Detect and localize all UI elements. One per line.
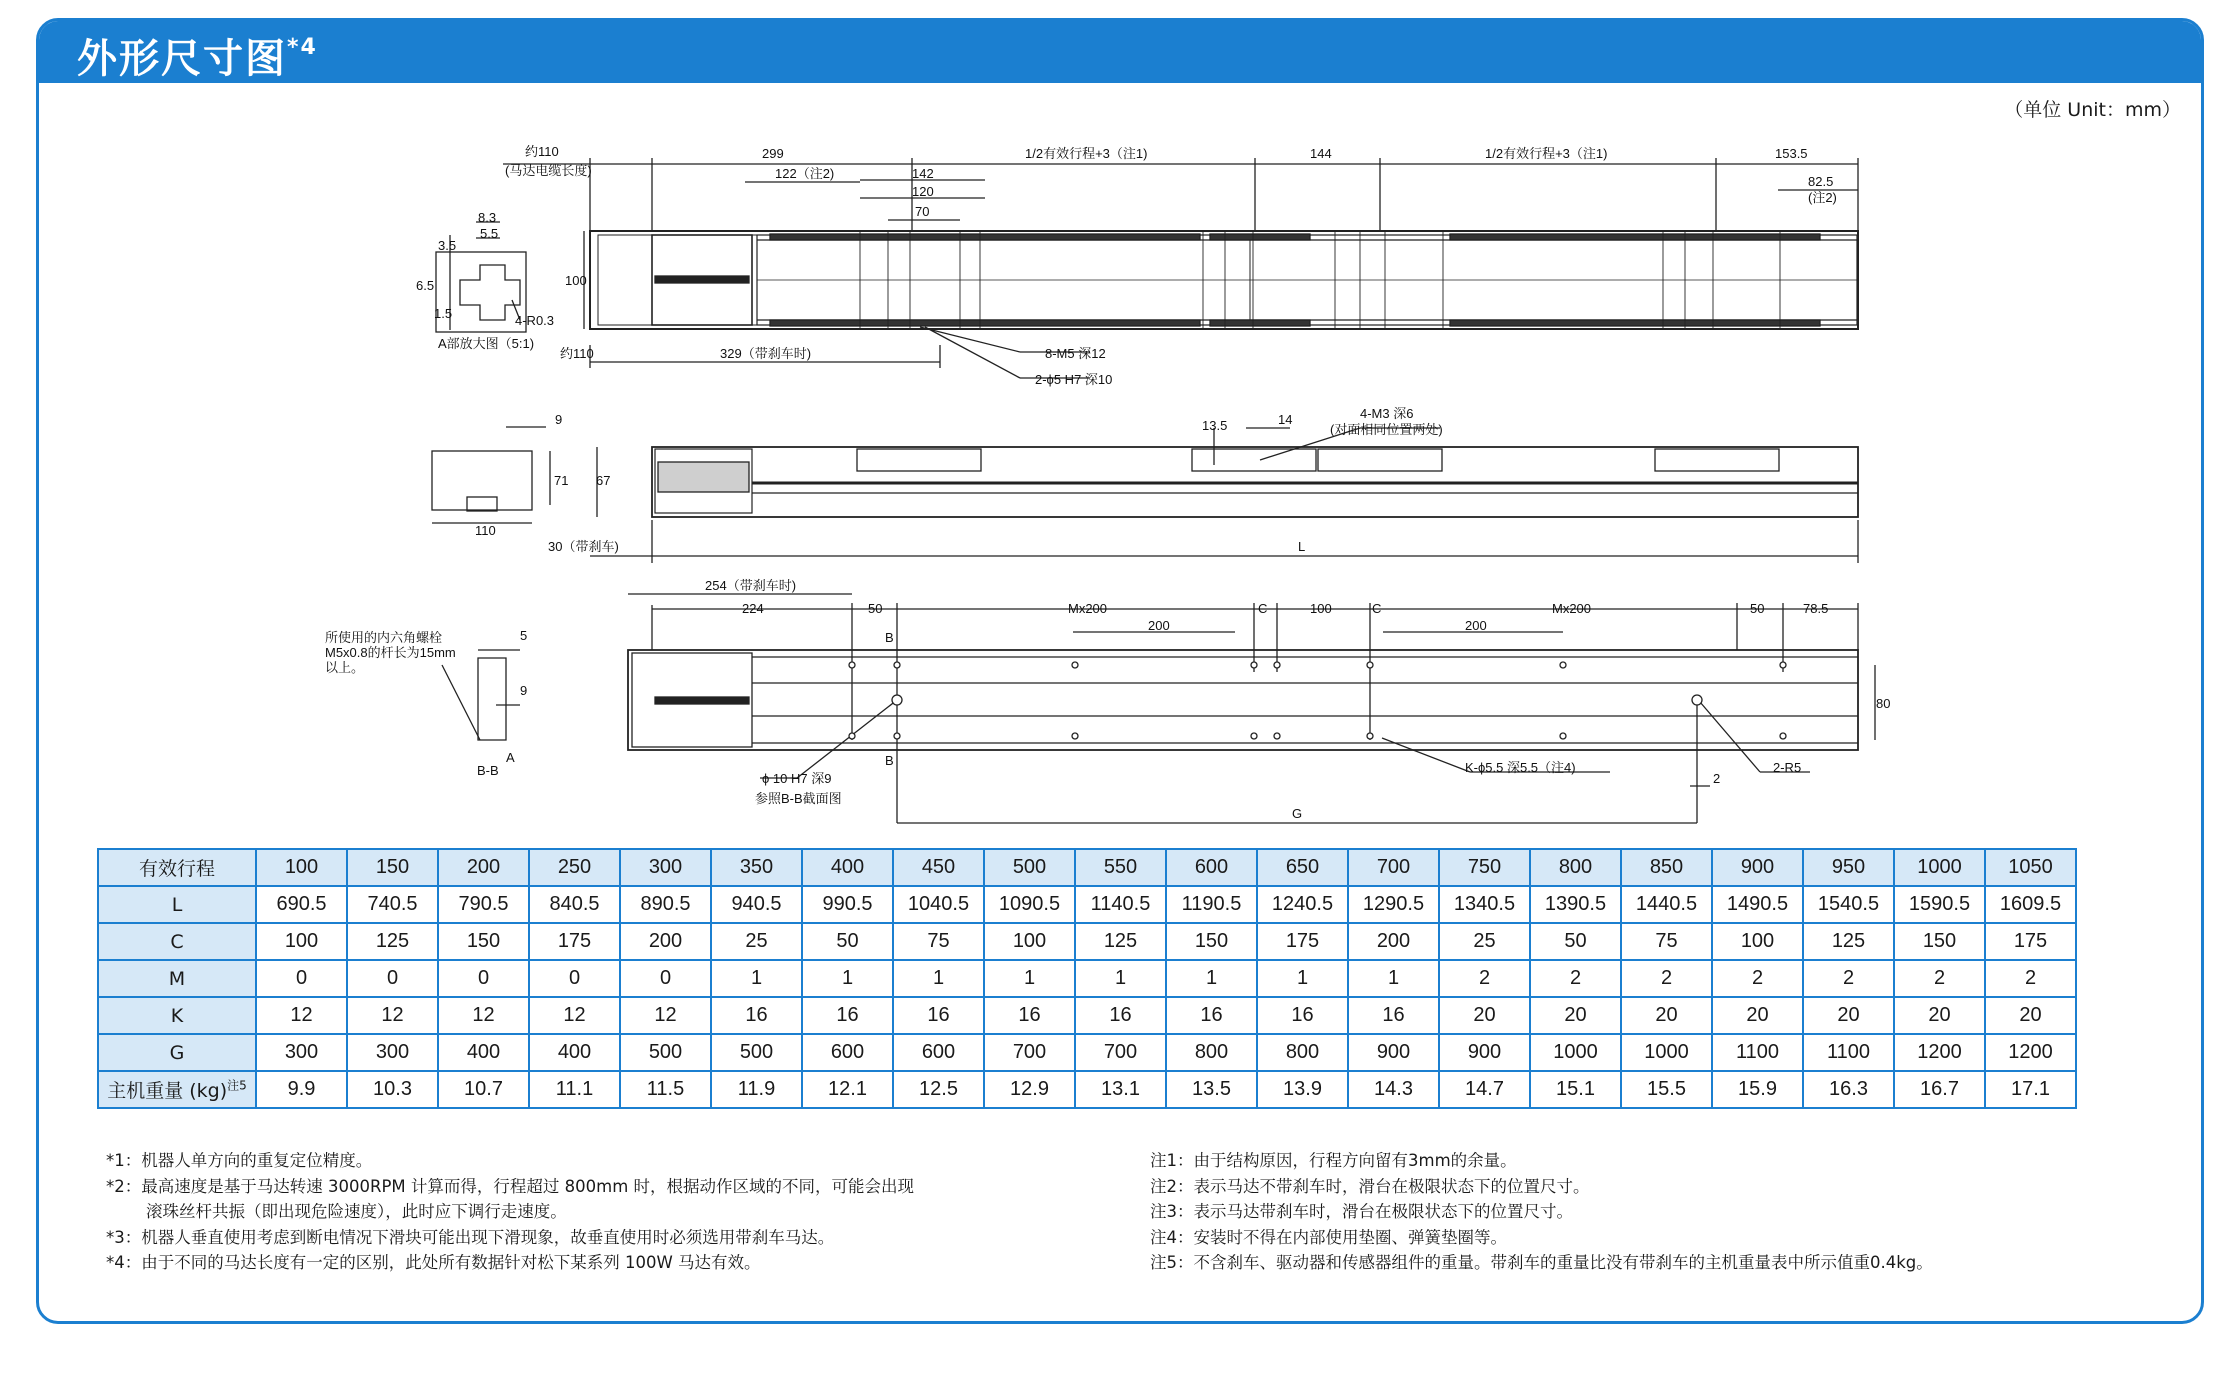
table-cell: 400 — [438, 1034, 529, 1071]
table-cell: 0 — [347, 960, 438, 997]
stroke-header-cell: 500 — [984, 849, 1075, 886]
table-cell: 1100 — [1712, 1034, 1803, 1071]
table-cell: 10.7 — [438, 1071, 529, 1108]
table-cell: 1100 — [1803, 1034, 1894, 1071]
table-row — [98, 886, 2076, 923]
table-cell: 1540.5 — [1803, 886, 1894, 923]
stroke-header-cell: 300 — [620, 849, 711, 886]
row-label: L — [98, 886, 256, 923]
side-dim-13-5: 13.5 — [1202, 418, 1228, 433]
table-cell: 1000 — [1530, 1034, 1621, 1071]
table-cell: 14.7 — [1439, 1071, 1530, 1108]
table-cell: 2 — [1803, 960, 1894, 997]
dim-254: 254（带刹车时) — [705, 578, 797, 593]
table-cell: 940.5 — [711, 886, 802, 923]
bolt-note-2: M5x0.8的杆长为15mm — [325, 645, 456, 660]
dim-8-3: 8.3 — [478, 210, 497, 225]
table-cell: 300 — [347, 1034, 438, 1071]
dim-6-5: 6.5 — [416, 278, 435, 293]
table-cell: 700 — [984, 1034, 1075, 1071]
label-r03: 4-R0.3 — [515, 313, 555, 328]
section-a: A — [506, 750, 515, 765]
table-cell: 100 — [984, 923, 1075, 960]
stroke-header-cell: 900 — [1712, 849, 1803, 886]
table-cell: 12 — [620, 997, 711, 1034]
table-row — [98, 923, 2076, 960]
row-label-footnote: 注5 — [227, 1078, 247, 1093]
table-cell: 175 — [529, 923, 620, 960]
table-cell: 800 — [1166, 1034, 1257, 1071]
table-cell: 1 — [893, 960, 984, 997]
table-cell: 400 — [529, 1034, 620, 1071]
stroke-header-cell: 650 — [1257, 849, 1348, 886]
stroke-header-cell: 400 — [802, 849, 893, 886]
dim-cable: 约110 — [525, 144, 559, 159]
table-cell: 2 — [1621, 960, 1712, 997]
stroke-header-cell: 250 — [529, 849, 620, 886]
table-cell: 50 — [1530, 923, 1621, 960]
stroke-header-cell: 550 — [1075, 849, 1166, 886]
dim-70: 70 — [915, 204, 930, 219]
table-cell: 700 — [1075, 1034, 1166, 1071]
table-cell: 11.9 — [711, 1071, 802, 1108]
table-cell: 11.5 — [620, 1071, 711, 1108]
dim-mx200-right: Mx200 — [1552, 601, 1592, 616]
dim-82-5: 82.5 — [1808, 174, 1834, 189]
note-line: *1：机器人单方向的重复定位精度。 — [106, 1151, 373, 1170]
table-header-row — [98, 849, 2076, 886]
table-cell: 1390.5 — [1530, 886, 1621, 923]
dim-100: 100 — [1310, 601, 1332, 616]
table-cell: 1140.5 — [1075, 886, 1166, 923]
label-4m3-note: (对面相同位置两处) — [1330, 422, 1443, 437]
stroke-header-cell: 850 — [1621, 849, 1712, 886]
stroke-header-cell: 700 — [1348, 849, 1439, 886]
side-dim-L: L — [1298, 539, 1306, 554]
table-cell: 14.3 — [1348, 1071, 1439, 1108]
table-cell: 25 — [1439, 923, 1530, 960]
table-cell: 900 — [1348, 1034, 1439, 1071]
table-cell: 0 — [620, 960, 711, 997]
row-label: G — [98, 1034, 256, 1071]
table-cell: 11.1 — [529, 1071, 620, 1108]
label-b-top: B — [885, 630, 894, 645]
table-cell: 0 — [438, 960, 529, 997]
label-phi10: ϕ 10 H7 深9 — [762, 771, 832, 786]
table-cell: 740.5 — [347, 886, 438, 923]
dim-3-5: 3.5 — [438, 238, 457, 253]
table-cell: 16.3 — [1803, 1071, 1894, 1108]
table-cell: 150 — [1166, 923, 1257, 960]
top-view — [503, 158, 1858, 378]
note-line: 注3：表示马达带刹车时，滑台在极限状态下的位置尺寸。 — [1150, 1202, 1573, 1221]
stroke-header-cell: 100 — [256, 849, 347, 886]
table-cell: 20 — [1803, 997, 1894, 1034]
table-cell: 125 — [347, 923, 438, 960]
dim-cable-note: (马达电缆长度) — [505, 163, 592, 178]
note-line: 滚珠丝杆共振（即出现危险速度），此时应下调行走速度。 — [146, 1202, 567, 1221]
side-view — [432, 427, 1858, 563]
dim-299: 299 — [762, 146, 784, 161]
table-cell: 13.1 — [1075, 1071, 1166, 1108]
table-cell: 1 — [1348, 960, 1439, 997]
row-label: C — [98, 923, 256, 960]
dim-50-right: 50 — [1750, 601, 1765, 616]
table-cell: 800 — [1257, 1034, 1348, 1071]
table-cell: 100 — [1712, 923, 1803, 960]
table-cell: 890.5 — [620, 886, 711, 923]
table-cell: 1 — [1166, 960, 1257, 997]
table-cell: 1200 — [1894, 1034, 1985, 1071]
table-cell: 1609.5 — [1985, 886, 2076, 923]
table-cell: 1190.5 — [1166, 886, 1257, 923]
dim-78-5: 78.5 — [1803, 601, 1829, 616]
table-cell: 1 — [802, 960, 893, 997]
note-line: 注2：表示马达不带刹车时，滑台在极限状态下的位置尺寸。 — [1150, 1176, 1590, 1196]
table-cell: 2 — [1985, 960, 2076, 997]
table-cell: 100 — [256, 923, 347, 960]
note-line: *3：机器人垂直使用考虑到断电情况下滑块可能出现下滑现象，故垂直使用时必须选用带刹车马达。 — [106, 1227, 835, 1247]
table-row — [98, 1034, 2076, 1071]
side-dim-67: 67 — [596, 473, 611, 488]
table-cell: 1 — [984, 960, 1075, 997]
dim-c-right: C — [1372, 601, 1382, 616]
table-cell: 1240.5 — [1257, 886, 1348, 923]
table-cell: 840.5 — [529, 886, 620, 923]
table-cell: 12.5 — [893, 1071, 984, 1108]
label-2: 2 — [1713, 771, 1721, 786]
dim-120: 120 — [912, 184, 934, 199]
table-cell: 125 — [1075, 923, 1166, 960]
row-label: K — [98, 997, 256, 1034]
bolt-note-3: 以上。 — [325, 660, 365, 675]
side-dim-9: 9 — [555, 412, 563, 427]
table-cell: 15.9 — [1712, 1071, 1803, 1108]
table-cell: 20 — [1621, 997, 1712, 1034]
note-line: *4：由于不同的马达长度有一定的区别，此处所有数据针对松下某系列 100W 马达有效。 — [106, 1253, 761, 1272]
label-2r5: 2-R5 — [1773, 760, 1802, 775]
label-ref: 参照B-B截面图 — [755, 791, 842, 806]
table-cell: 16 — [1166, 997, 1257, 1034]
dim-100: 100 — [565, 273, 587, 288]
stroke-header-cell: 200 — [438, 849, 529, 886]
table-cell: 2 — [1439, 960, 1530, 997]
label-8m5: 8-M5 深12 — [1045, 346, 1106, 361]
table-cell: 150 — [1894, 923, 1985, 960]
table-cell: 20 — [1985, 997, 2076, 1034]
table-row — [98, 997, 2076, 1034]
dim-224: 224 — [742, 601, 764, 616]
table-cell: 50 — [802, 923, 893, 960]
side-dim-71: 71 — [554, 473, 569, 488]
table-cell: 75 — [893, 923, 984, 960]
row-label: 主机重量 (kg)$^{注5}$ — [98, 1071, 256, 1108]
table-cell: 175 — [1985, 923, 2076, 960]
table-cell: 2 — [1712, 960, 1803, 997]
note-line: 注1：由于结构原因，行程方向留有3mm的余量。 — [1150, 1151, 1517, 1170]
table-cell: 15.5 — [1621, 1071, 1712, 1108]
stroke-header-cell: 1000 — [1894, 849, 1985, 886]
table-cell: 1 — [711, 960, 802, 997]
table-cell: 25 — [711, 923, 802, 960]
notes-right — [1150, 1148, 2150, 1276]
side-dim-30: 30（带刹车) — [548, 539, 619, 554]
table-row — [98, 960, 2076, 997]
dim-half-stroke-right: 1/2有效行程+3（注1) — [1485, 146, 1608, 161]
table-cell: 1000 — [1621, 1034, 1712, 1071]
table-cell: 9.9 — [256, 1071, 347, 1108]
table-cell: 1 — [1075, 960, 1166, 997]
table-cell: 1590.5 — [1894, 886, 1985, 923]
bottom-dim-9: 9 — [520, 683, 528, 698]
dim-1-5: 1.5 — [434, 306, 453, 321]
table-cell: 16 — [984, 997, 1075, 1034]
table-cell: 150 — [438, 923, 529, 960]
stroke-header-cell: 750 — [1439, 849, 1530, 886]
spec-table — [97, 848, 2077, 1109]
stroke-header-cell: 1050 — [1985, 849, 2076, 886]
table-cell: 10.3 — [347, 1071, 438, 1108]
table-cell: 12.1 — [802, 1071, 893, 1108]
dim-329: 329（带刹车时) — [720, 346, 812, 361]
table-cell: 12 — [347, 997, 438, 1034]
table-cell: 1 — [1257, 960, 1348, 997]
table-cell: 2 — [1894, 960, 1985, 997]
label-k: K-ϕ5.5 深5.5（注4) — [1465, 760, 1576, 775]
dim-122: 122（注2) — [775, 166, 835, 181]
table-cell: 12.9 — [984, 1071, 1075, 1108]
dim-200-right: 200 — [1465, 618, 1487, 633]
label-2phi5: 2-ϕ5 H7 深10 — [1035, 372, 1113, 387]
table-row — [98, 1071, 2076, 1108]
table-cell: 900 — [1439, 1034, 1530, 1071]
note-line: 注5：不含刹车、驱动器和传感器组件的重量。带刹车的重量比没有带刹车的主机重量表中所示值重0.4kg。 — [1150, 1253, 1933, 1272]
notes-left — [106, 1148, 1156, 1276]
table-cell: 16 — [1348, 997, 1439, 1034]
table-cell: 790.5 — [438, 886, 529, 923]
table-cell: 20 — [1894, 997, 1985, 1034]
table-cell: 500 — [711, 1034, 802, 1071]
table-cell: 75 — [1621, 923, 1712, 960]
table-cell: 600 — [802, 1034, 893, 1071]
table-cell: 20 — [1712, 997, 1803, 1034]
dim-80: 80 — [1876, 696, 1891, 711]
unit-note: （单位 Unit：mm） — [2004, 99, 2181, 121]
table-cell: 13.5 — [1166, 1071, 1257, 1108]
table-cell: 200 — [1348, 923, 1439, 960]
table-cell: 13.9 — [1257, 1071, 1348, 1108]
detail-a-caption: A部放大图（5:1) — [438, 336, 535, 351]
table-cell: 12 — [438, 997, 529, 1034]
side-dim-14: 14 — [1278, 412, 1293, 427]
dim-153-5: 153.5 — [1775, 146, 1808, 161]
table-cell: 1340.5 — [1439, 886, 1530, 923]
dim-82-5-note: (注2) — [1808, 190, 1837, 205]
table-cell: 16 — [893, 997, 984, 1034]
table-cell: 16 — [711, 997, 802, 1034]
table-cell: 1490.5 — [1712, 886, 1803, 923]
side-dim-110: 110 — [475, 523, 496, 538]
dim-bottom-110: 约110 — [560, 346, 594, 361]
table-cell: 200 — [620, 923, 711, 960]
page-title-mark: *4 — [287, 34, 318, 60]
dim-200-left: 200 — [1148, 618, 1170, 633]
table-cell: 175 — [1257, 923, 1348, 960]
table-cell: 600 — [893, 1034, 984, 1071]
section-label: B-B — [477, 763, 499, 778]
table-cell: 17.1 — [1985, 1071, 2076, 1108]
bolt-note-1: 所使用的内六角螺栓 — [325, 630, 443, 645]
table-cell: 0 — [256, 960, 347, 997]
table-cell: 12 — [256, 997, 347, 1034]
page-title-text: 外形尺寸图 — [77, 36, 287, 82]
stroke-header-cell: 950 — [1803, 849, 1894, 886]
column-header-stroke: 有效行程 — [98, 849, 256, 886]
stroke-header-cell: 150 — [347, 849, 438, 886]
table-cell: 20 — [1439, 997, 1530, 1034]
note-line: 注4：安装时不得在内部使用垫圈、弹簧垫圈等。 — [1150, 1227, 1507, 1247]
table-cell: 300 — [256, 1034, 347, 1071]
table-cell: 16 — [802, 997, 893, 1034]
table-cell: 1440.5 — [1621, 886, 1712, 923]
stroke-header-cell: 450 — [893, 849, 984, 886]
table-cell: 2 — [1530, 960, 1621, 997]
dim-5-5: 5.5 — [480, 226, 499, 241]
table-cell: 1290.5 — [1348, 886, 1439, 923]
label-b-bottom: B — [885, 753, 894, 768]
spec-table-body — [98, 849, 2076, 1108]
table-cell: 1090.5 — [984, 886, 1075, 923]
table-cell: 15.1 — [1530, 1071, 1621, 1108]
table-cell: 12 — [529, 997, 620, 1034]
stroke-header-cell: 800 — [1530, 849, 1621, 886]
dim-G: G — [1292, 806, 1303, 821]
dim-144: 144 — [1310, 146, 1332, 161]
table-cell: 990.5 — [802, 886, 893, 923]
table-cell: 20 — [1530, 997, 1621, 1034]
dim-50-left: 50 — [868, 601, 883, 616]
row-label: M — [98, 960, 256, 997]
dim-142: 142 — [912, 166, 934, 181]
table-cell: 1040.5 — [893, 886, 984, 923]
note-line: *2：最高速度是基于马达转速 3000RPM 计算而得，行程超过 800mm 时，根据动作区域的不同，可能会出现 — [106, 1176, 915, 1196]
stroke-header-cell: 350 — [711, 849, 802, 886]
table-cell: 690.5 — [256, 886, 347, 923]
table-cell: 16.7 — [1894, 1071, 1985, 1108]
bottom-dim-5: 5 — [520, 628, 528, 643]
table-cell: 16 — [1257, 997, 1348, 1034]
dim-c-left: C — [1258, 601, 1268, 616]
table-cell: 0 — [529, 960, 620, 997]
table-cell: 125 — [1803, 923, 1894, 960]
table-cell: 1200 — [1985, 1034, 2076, 1071]
label-4m3: 4-M3 深6 — [1360, 406, 1414, 421]
dim-mx200-left: Mx200 — [1068, 601, 1108, 616]
table-cell: 16 — [1075, 997, 1166, 1034]
dim-half-stroke-left: 1/2有效行程+3（注1) — [1025, 146, 1148, 161]
stroke-header-cell: 600 — [1166, 849, 1257, 886]
table-cell: 500 — [620, 1034, 711, 1071]
